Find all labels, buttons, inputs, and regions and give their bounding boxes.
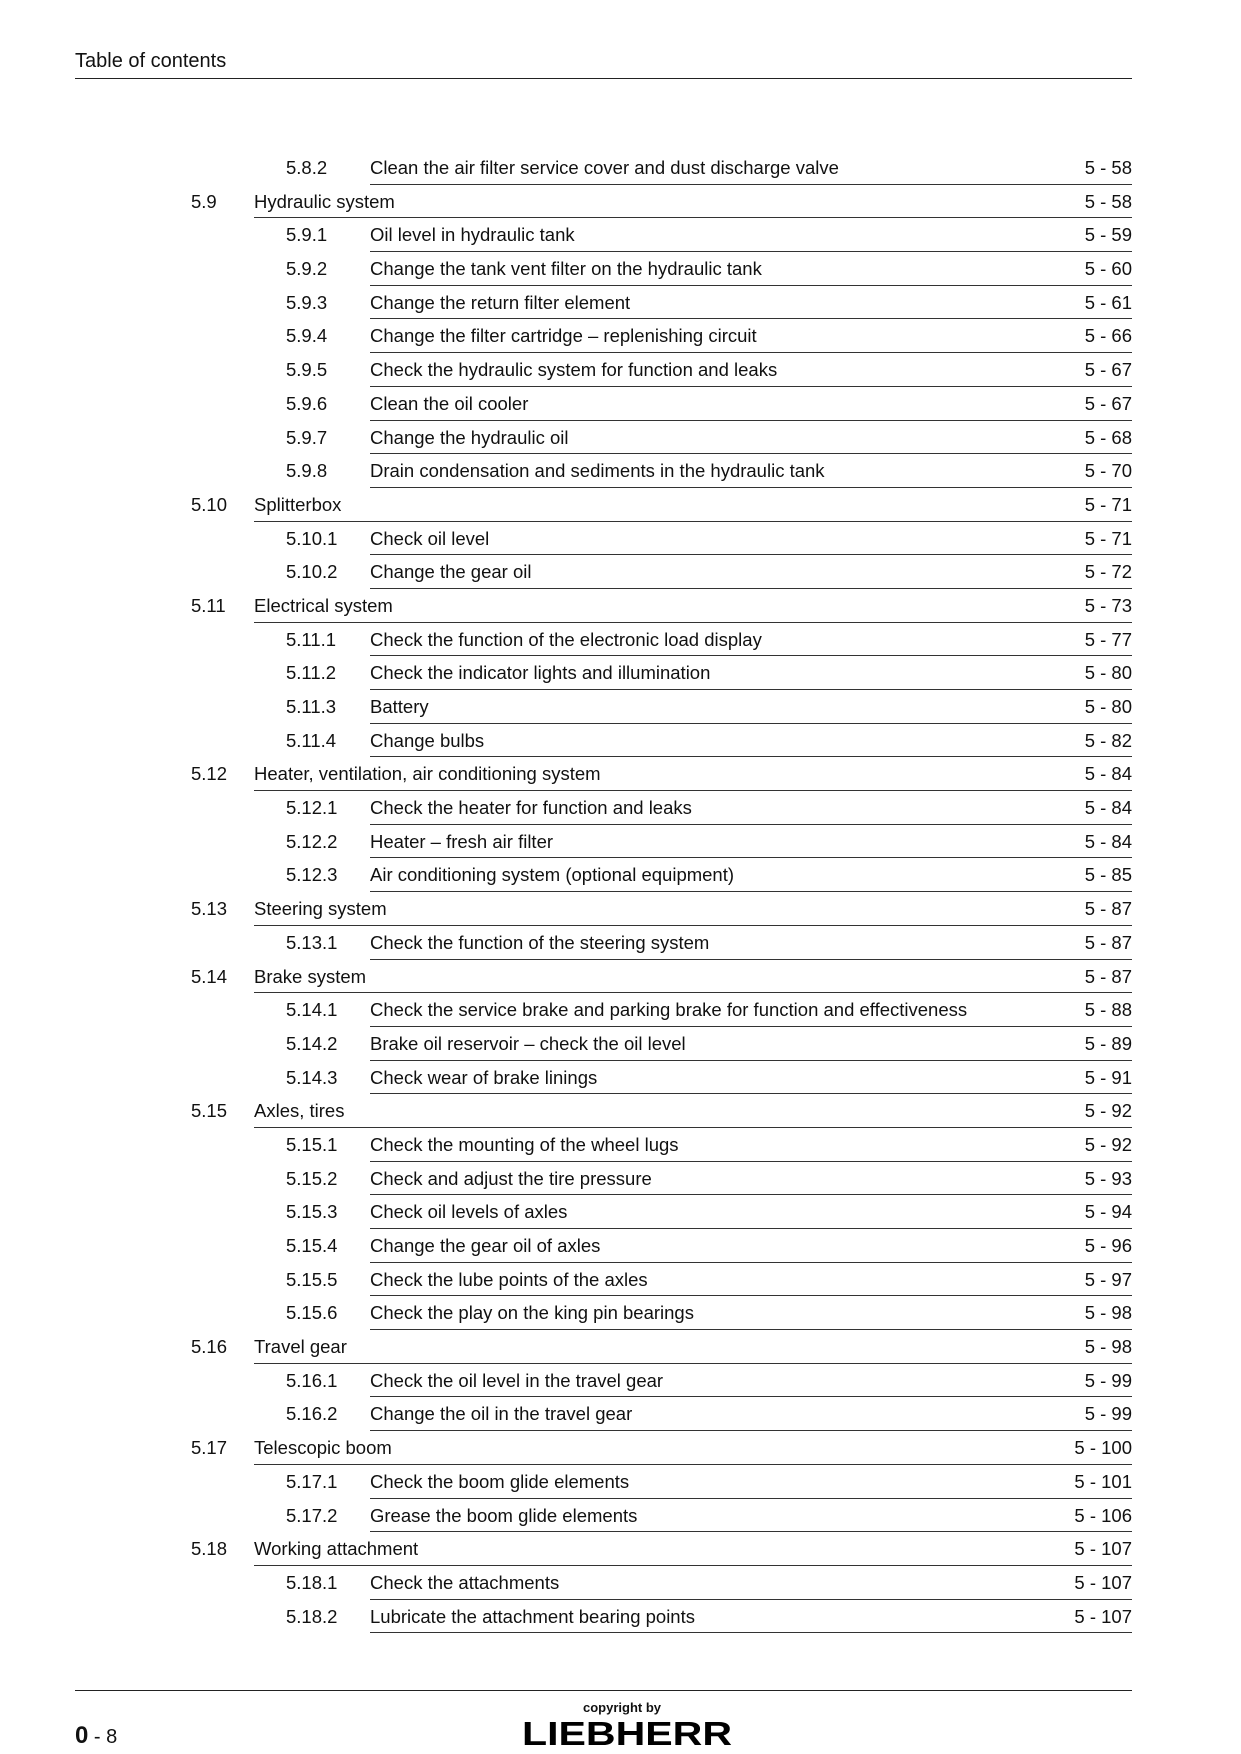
toc-entry-title: Change bulbs (370, 729, 485, 751)
toc-section-row[interactable] (0, 592, 1241, 626)
toc-entry-page: 5 - 94 (1084, 1201, 1132, 1223)
toc-entry-title: Clean the oil cooler (370, 392, 529, 414)
toc-subsection-row[interactable] (0, 356, 1241, 390)
toc-entry-title: Brake oil reservoir – check the oil level (370, 1032, 686, 1054)
toc-entry-page: 5 - 59 (1084, 224, 1132, 246)
toc-entry-page: 5 - 87 (1084, 898, 1132, 920)
toc-entry-page: 5 - 85 (1084, 864, 1132, 886)
toc-entry-title: Check the play on the king pin bearings (370, 1302, 694, 1324)
toc-entry-page: 5 - 68 (1084, 426, 1132, 448)
toc-entry-underline (370, 857, 1132, 858)
toc-entry-title: Check the indicator lights and illumination (370, 662, 711, 684)
toc-subsection-row[interactable] (0, 626, 1241, 660)
toc-entry-title: Check wear of brake linings (370, 1066, 598, 1088)
toc-entry-number: 5.17.1 (286, 1470, 338, 1492)
toc-subsection-row[interactable] (0, 929, 1241, 963)
toc-entry-underline (370, 453, 1132, 454)
toc-subsection-row[interactable] (0, 828, 1241, 862)
toc-entry-underline (254, 622, 1132, 623)
toc-entry-number: 5.11.4 (286, 729, 337, 751)
toc-entry-underline (370, 689, 1132, 690)
toc-entry-underline (370, 1295, 1132, 1296)
toc-entry-title: Check the heater for function and leaks (370, 797, 692, 819)
toc-entry-underline (370, 1228, 1132, 1229)
toc-entry-title: Axles, tires (254, 1100, 345, 1122)
toc-section-row[interactable] (0, 188, 1241, 222)
toc-entry-underline (370, 1430, 1132, 1431)
toc-entry-underline (370, 891, 1132, 892)
toc-entry-page: 5 - 71 (1084, 493, 1132, 515)
toc-entry-page: 5 - 99 (1084, 1403, 1132, 1425)
toc-entry-underline (370, 756, 1132, 757)
toc-subsection-row[interactable] (0, 1367, 1241, 1401)
toc-subsection-row[interactable] (0, 1400, 1241, 1434)
toc-entry-underline (254, 790, 1132, 791)
toc-entry-underline (370, 1194, 1132, 1195)
toc-entry-number: 5.9.4 (286, 325, 328, 347)
table-of-contents (0, 154, 1241, 1636)
toc-entry-number: 5.15 (191, 1100, 228, 1122)
toc-entry-page: 5 - 98 (1084, 1302, 1132, 1324)
toc-entry-title: Check the hydraulic system for function and leaks (370, 359, 778, 381)
toc-subsection-row[interactable] (0, 996, 1241, 1030)
toc-entry-page: 5 - 92 (1084, 1133, 1132, 1155)
toc-entry-page: 5 - 84 (1084, 797, 1132, 819)
toc-entry-underline (370, 352, 1132, 353)
toc-entry-page: 5 - 89 (1084, 1032, 1132, 1054)
toc-entry-underline (254, 1363, 1132, 1364)
toc-entry-title: Working attachment (254, 1538, 419, 1560)
toc-entry-underline (254, 992, 1132, 993)
toc-entry-title: Check the service brake and parking brake for function and effectiveness (370, 999, 968, 1021)
toc-entry-number: 5.9.8 (286, 460, 328, 482)
toc-subsection-row[interactable] (0, 255, 1241, 289)
toc-entry-page: 5 - 87 (1084, 931, 1132, 953)
toc-entry-title: Splitterbox (254, 493, 342, 515)
toc-entry-title: Change the oil in the travel gear (370, 1403, 633, 1425)
toc-entry-underline (370, 1026, 1132, 1027)
toc-entry-underline (370, 420, 1132, 421)
toc-section-row[interactable] (0, 1333, 1241, 1367)
toc-entry-number: 5.16 (191, 1336, 228, 1358)
toc-entry-number: 5.10.1 (286, 527, 338, 549)
toc-subsection-row[interactable] (0, 727, 1241, 761)
page-header-title: Table of contents (75, 50, 227, 72)
toc-entry-underline (370, 1632, 1132, 1633)
toc-entry-title: Electrical system (254, 594, 393, 616)
toc-entry-number: 5.9.7 (286, 426, 328, 448)
toc-entry-underline (370, 184, 1132, 185)
toc-entry-title: Steering system (254, 898, 387, 920)
toc-subsection-row[interactable] (0, 289, 1241, 323)
toc-entry-number: 5.11 (191, 594, 226, 616)
toc-entry-number: 5.15.6 (286, 1302, 338, 1324)
toc-entry-underline (370, 1093, 1132, 1094)
toc-subsection-row[interactable] (0, 558, 1241, 592)
toc-entry-number: 5.15.5 (286, 1268, 338, 1290)
toc-entry-title: Travel gear (254, 1336, 347, 1358)
toc-entry-page: 5 - 84 (1084, 830, 1132, 852)
toc-section-row[interactable] (0, 1434, 1241, 1468)
toc-entry-underline (370, 285, 1132, 286)
toc-entry-title: Oil level in hydraulic tank (370, 224, 575, 246)
toc-entry-title: Change the gear oil (370, 561, 532, 583)
toc-entry-title: Change the gear oil of axles (370, 1235, 601, 1256)
toc-entry-number: 5.15.2 (286, 1167, 338, 1189)
toc-entry-number: 5.17.2 (286, 1504, 338, 1526)
toc-entry-page: 5 - 73 (1084, 594, 1132, 616)
toc-subsection-row[interactable] (0, 322, 1241, 356)
page-number-page: 8 (106, 1726, 118, 1748)
toc-entry-page: 5 - 82 (1084, 729, 1132, 751)
toc-entry-underline (370, 959, 1132, 960)
toc-entry-number: 5.18.1 (286, 1571, 338, 1593)
toc-entry-number: 5.16.1 (286, 1369, 338, 1391)
toc-subsection-row[interactable] (0, 1502, 1241, 1536)
toc-entry-number: 5.16.2 (286, 1403, 338, 1425)
toc-entry-page: 5 - 107 (1074, 1538, 1132, 1560)
toc-entry-title: Change the hydraulic oil (370, 426, 569, 448)
toc-entry-underline (370, 1161, 1132, 1162)
toc-entry-title: Change the filter cartridge – replenishing circuit (370, 325, 757, 347)
toc-section-row[interactable] (0, 491, 1241, 525)
toc-entry-title: Heater, ventilation, air conditioning system (254, 763, 601, 785)
toc-entry-title: Change the tank vent filter on the hydraulic tank (370, 258, 762, 280)
toc-entry-number: 5.11.1 (286, 628, 337, 650)
toc-entry-underline (370, 1396, 1132, 1397)
toc-section-row[interactable] (0, 1097, 1241, 1131)
toc-entry-number: 5.9.5 (286, 359, 328, 381)
toc-entry-underline (370, 386, 1132, 387)
toc-entry-underline (254, 1464, 1132, 1465)
toc-entry-title: Battery (370, 696, 429, 717)
toc-entry-page: 5 - 80 (1084, 696, 1132, 717)
toc-entry-title: Check the function of the electronic load display (370, 628, 762, 650)
toc-subsection-row[interactable] (0, 659, 1241, 693)
toc-subsection-row[interactable] (0, 221, 1241, 255)
toc-section-row[interactable] (0, 895, 1241, 929)
toc-entry-underline (370, 588, 1132, 589)
toc-entry-number: 5.8.2 (286, 157, 328, 178)
toc-entry-page: 5 - 88 (1084, 999, 1132, 1021)
toc-entry-underline (370, 318, 1132, 319)
toc-entry-number: 5.9.6 (286, 392, 328, 414)
toc-entry-page: 5 - 92 (1084, 1100, 1132, 1122)
footer-divider (75, 1690, 1132, 1691)
toc-entry-title: Brake system (254, 965, 367, 987)
toc-entry-number: 5.14.1 (286, 999, 338, 1021)
toc-entry-page: 5 - 84 (1084, 763, 1132, 785)
toc-entry-title: Check the lube points of the axles (370, 1268, 648, 1290)
toc-subsection-row[interactable] (0, 1232, 1241, 1266)
toc-entry-underline (254, 217, 1132, 218)
toc-entry-number: 5.12.2 (286, 830, 338, 852)
toc-entry-title: Check the attachments (370, 1571, 560, 1593)
toc-entry-number: 5.9.1 (286, 224, 328, 246)
toc-entry-title: Check the boom glide elements (370, 1470, 630, 1492)
toc-entry-page: 5 - 107 (1074, 1571, 1132, 1593)
toc-entry-number: 5.14.2 (286, 1032, 338, 1054)
toc-entry-number: 5.10 (191, 493, 228, 515)
toc-subsection-row[interactable] (0, 1165, 1241, 1199)
toc-entry-page: 5 - 100 (1074, 1437, 1132, 1459)
toc-entry-page: 5 - 58 (1084, 190, 1132, 212)
toc-section-row[interactable] (0, 760, 1241, 794)
toc-entry-page: 5 - 87 (1084, 965, 1132, 987)
toc-entry-number: 5.14.3 (286, 1066, 338, 1088)
toc-entry-title: Grease the boom glide elements (370, 1504, 638, 1526)
liebherr-logo-text: LIEBHERR (522, 1718, 733, 1748)
toc-subsection-row[interactable] (0, 457, 1241, 491)
toc-entry-page: 5 - 101 (1074, 1470, 1132, 1492)
toc-entry-number: 5.15.4 (286, 1235, 338, 1256)
toc-entry-title: Air conditioning system (optional equipment) (370, 864, 735, 886)
toc-entry-title: Telescopic boom (254, 1437, 392, 1459)
toc-entry-underline (254, 925, 1132, 926)
toc-entry-title: Check the mounting of the wheel lugs (370, 1133, 679, 1155)
toc-entry-title: Check and adjust the tire pressure (370, 1167, 652, 1189)
toc-entry-underline (370, 251, 1132, 252)
toc-subsection-row[interactable] (0, 1299, 1241, 1333)
toc-entry-page: 5 - 106 (1074, 1504, 1132, 1526)
toc-entry-number: 5.18 (191, 1538, 228, 1560)
toc-entry-title: Clean the air filter service cover and dust discharge valve (370, 157, 839, 178)
copyright-notice: copyright by (582, 1700, 661, 1715)
toc-entry-title: Change the return filter element (370, 291, 631, 313)
page-number (75, 1722, 117, 1750)
toc-entry-underline (370, 1498, 1132, 1499)
toc-entry-page: 5 - 96 (1084, 1235, 1132, 1256)
toc-entry-page: 5 - 66 (1084, 325, 1132, 347)
toc-entry-page: 5 - 67 (1084, 392, 1132, 414)
liebherr-logo (520, 1718, 734, 1748)
toc-entry-underline (370, 487, 1132, 488)
toc-entry-title: Hydraulic system (254, 190, 395, 212)
toc-entry-page: 5 - 60 (1084, 258, 1132, 280)
toc-entry-underline (370, 554, 1132, 555)
toc-section-row[interactable] (0, 1535, 1241, 1569)
toc-entry-underline (254, 1565, 1132, 1566)
toc-entry-title: Check the function of the steering system (370, 931, 710, 953)
toc-entry-page: 5 - 93 (1084, 1167, 1132, 1189)
header-divider (75, 78, 1132, 79)
toc-entry-page: 5 - 58 (1084, 157, 1132, 178)
toc-entry-number: 5.13.1 (286, 931, 338, 953)
toc-section-row[interactable] (0, 963, 1241, 997)
toc-subsection-row[interactable] (0, 861, 1241, 895)
toc-entry-number: 5.14 (191, 965, 228, 987)
toc-entry-underline (254, 1127, 1132, 1128)
toc-subsection-row[interactable] (0, 1468, 1241, 1502)
toc-entry-underline (370, 1060, 1132, 1061)
toc-entry-underline (370, 824, 1132, 825)
toc-subsection-row[interactable] (0, 1569, 1241, 1603)
toc-entry-underline (370, 1599, 1132, 1600)
toc-entry-number: 5.11.2 (286, 662, 337, 684)
toc-entry-underline (370, 1262, 1132, 1263)
toc-entry-page: 5 - 70 (1084, 460, 1132, 482)
toc-entry-number: 5.10.2 (286, 561, 338, 583)
toc-entry-page: 5 - 107 (1074, 1605, 1132, 1627)
toc-subsection-row[interactable] (0, 424, 1241, 458)
toc-entry-underline (370, 723, 1132, 724)
toc-subsection-row[interactable] (0, 1266, 1241, 1300)
toc-subsection-row[interactable] (0, 1131, 1241, 1165)
toc-entry-number: 5.12.3 (286, 864, 338, 886)
toc-subsection-row[interactable] (0, 1064, 1241, 1098)
toc-entry-number: 5.12 (191, 763, 228, 785)
toc-subsection-row[interactable] (0, 1603, 1241, 1637)
toc-entry-number: 5.15.1 (286, 1133, 338, 1155)
toc-entry-number: 5.9.3 (286, 291, 328, 313)
toc-entry-number: 5.18.2 (286, 1605, 338, 1627)
toc-subsection-row[interactable] (0, 794, 1241, 828)
toc-entry-underline (370, 1531, 1132, 1532)
toc-entry-number: 5.9 (191, 190, 217, 212)
toc-subsection-row[interactable] (0, 154, 1241, 188)
toc-entry-number: 5.9.2 (286, 258, 328, 280)
toc-entry-page: 5 - 72 (1084, 561, 1132, 583)
page-number-chapter: 0 (75, 1722, 89, 1749)
toc-entry-number: 5.17 (191, 1437, 228, 1459)
toc-entry-title: Heater – fresh air filter (370, 830, 554, 852)
toc-subsection-row[interactable] (0, 1030, 1241, 1064)
toc-entry-title: Check oil levels of axles (370, 1201, 568, 1223)
toc-entry-page: 5 - 80 (1084, 662, 1132, 684)
toc-subsection-row[interactable] (0, 390, 1241, 424)
toc-entry-page: 5 - 98 (1084, 1336, 1132, 1358)
toc-entry-number: 5.13 (191, 898, 228, 920)
toc-entry-underline (370, 1329, 1132, 1330)
toc-entry-underline (370, 655, 1132, 656)
toc-entry-title: Lubricate the attachment bearing points (370, 1605, 695, 1627)
toc-entry-page: 5 - 97 (1084, 1268, 1132, 1290)
toc-entry-underline (254, 521, 1132, 522)
toc-entry-page: 5 - 99 (1084, 1369, 1132, 1391)
toc-entry-page: 5 - 91 (1084, 1066, 1132, 1088)
toc-entry-number: 5.11.3 (286, 696, 337, 717)
toc-entry-page: 5 - 67 (1084, 359, 1132, 381)
toc-entry-number: 5.15.3 (286, 1201, 338, 1223)
toc-entry-page: 5 - 77 (1084, 628, 1132, 650)
toc-entry-page: 5 - 71 (1084, 527, 1132, 549)
toc-entry-page: 5 - 61 (1084, 291, 1132, 313)
toc-subsection-row[interactable] (0, 1198, 1241, 1232)
toc-entry-title: Check the oil level in the travel gear (370, 1369, 664, 1391)
page-number-separator: - (93, 1726, 101, 1748)
toc-subsection-row[interactable] (0, 693, 1241, 727)
toc-entry-title: Drain condensation and sediments in the hydraulic tank (370, 460, 825, 482)
toc-entry-title: Check oil level (370, 527, 490, 549)
toc-subsection-row[interactable] (0, 525, 1241, 559)
toc-entry-number: 5.12.1 (286, 797, 338, 819)
